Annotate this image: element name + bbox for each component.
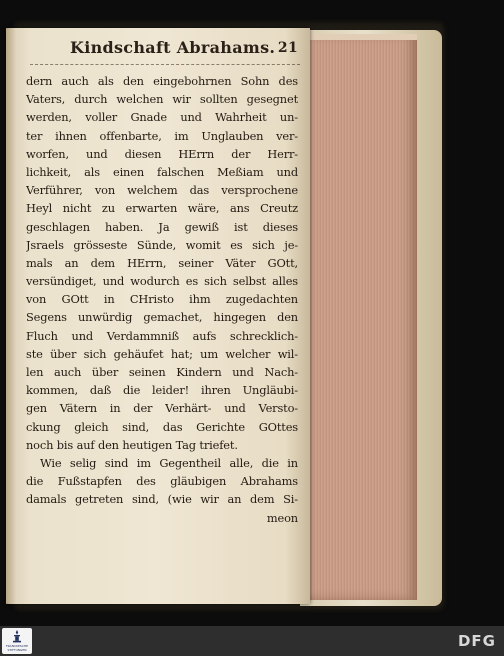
franckesche-stiftungen-icon: [11, 630, 23, 643]
logo-text-line2: STIFTUNGEN: [7, 648, 27, 652]
page-number: 21: [277, 40, 298, 56]
text-line: die Fußstapfen des gläubigen Abrahams: [26, 474, 298, 489]
text-line: Segens unwürdig gemachet, hingegen den: [26, 310, 298, 325]
page-edges: [308, 34, 417, 600]
text-line: Wie selig sind im Gegentheil alle, die in: [40, 455, 298, 470]
running-head-title: Kindschaft Abrahams.: [70, 38, 276, 57]
header-rule: [30, 64, 300, 65]
text-line: Verführer, von welchem das versprochene: [26, 183, 298, 198]
viewer-footer: [0, 626, 504, 656]
text-line: werden, voller Gnade und Wahrheit un-: [26, 110, 298, 125]
text-line: geschlagen haben. Ja gewiß ist dieses: [26, 219, 298, 234]
text-line: ter ihnen offenbarte, im Unglauben ver-: [26, 128, 298, 143]
text-line: gen Vätern in der Verhärt- und Versto-: [26, 401, 298, 416]
text-line: len auch über seinen Kindern und Nach-: [26, 365, 298, 379]
text-line: ste über sich gehäufet hat; um welcher wil-: [26, 346, 298, 361]
text-line: damals getreten sind, (wie wir an dem Si-: [26, 492, 298, 507]
logo-text-line1: FRANCKESCHE: [5, 644, 29, 648]
running-head: [70, 38, 300, 60]
dfg-logo[interactable]: DFG: [457, 632, 496, 650]
text-line: Heyl nicht zu erwarten wäre, ans Creutz: [26, 201, 298, 216]
text-line: dern auch als den eingebohrnen Sohn des: [26, 74, 298, 88]
text-line: mals an dem HErrn, seiner Väter GOtt,: [26, 255, 298, 270]
text-line: ckung gleich sind, das Gerichte GOttes: [26, 419, 298, 434]
catchword: meon: [266, 510, 298, 525]
text-line: noch bis auf den heutigen Tag triefet.: [26, 437, 238, 452]
text-line: lichkeit, als einen falschen Meßiam und: [26, 164, 298, 179]
text-line: versündiget, und wodurch es sich selbst alles: [26, 274, 298, 289]
library-logo[interactable]: [2, 628, 32, 654]
page-gutter-shadow: [6, 28, 16, 604]
text-line: kommen, daß die leider! ihren Ungläubi-: [26, 383, 298, 398]
text-line: Jsraels grösseste Sünde, womit es sich je-: [26, 237, 298, 252]
text-line: Fluch und Verdammniß aufs schrecklich-: [26, 328, 298, 343]
text-line: Vaters, durch welchen wir sollten gesegnet: [26, 92, 298, 107]
text-line: von GOtt in CHristo ihm zugedachten: [26, 292, 298, 307]
page-text: [26, 72, 298, 527]
page-edges-top: [309, 34, 417, 40]
text-line: worfen, und diesen HErrn der Herr-: [26, 146, 298, 161]
